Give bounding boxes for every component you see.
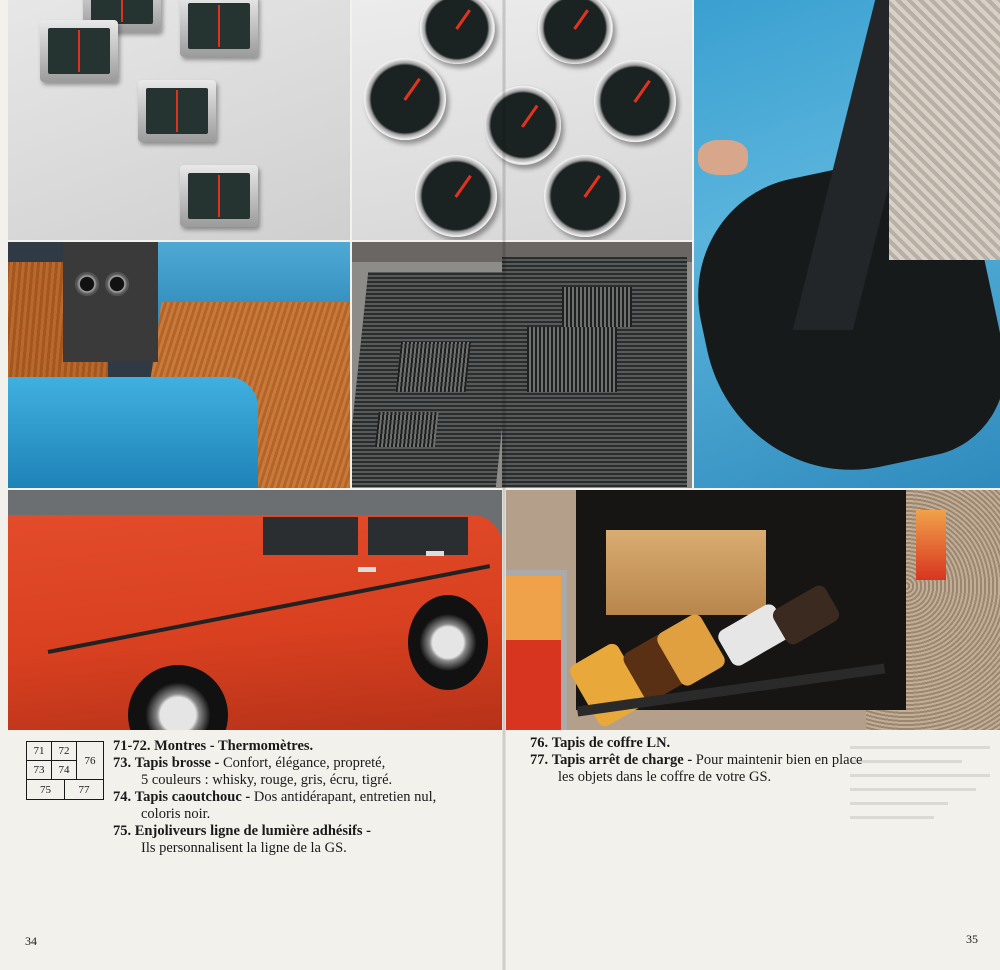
rubber-mat — [502, 257, 687, 487]
grid-cell: 73 — [27, 761, 52, 780]
round-gauge — [485, 85, 561, 165]
caption-number: 71-72. — [113, 738, 151, 754]
wheel — [408, 595, 488, 690]
hand — [698, 140, 748, 175]
photo-round-gauges — [352, 0, 692, 240]
caption-number: 76. — [530, 735, 549, 751]
blue-seat — [8, 377, 258, 488]
fur-lining — [889, 0, 1000, 260]
rectangular-gauge — [180, 165, 258, 227]
mat-pattern — [527, 327, 617, 392]
air-vent — [75, 272, 99, 296]
caption-item — [113, 789, 498, 823]
grid-cell: 77 — [78, 783, 90, 796]
air-vent — [105, 272, 129, 296]
caption-item — [113, 755, 498, 789]
round-gauge — [364, 58, 446, 140]
photo-brush-mat-interior — [8, 242, 350, 488]
caption-text: Ils personnalisent la ligne de la GS. — [141, 840, 347, 856]
photo-red-car-trim — [8, 490, 502, 730]
caption-number: 77. — [530, 752, 549, 768]
rectangular-gauge — [40, 20, 118, 82]
caption-number: 75. — [113, 823, 132, 839]
caption-text: coloris noir. — [141, 806, 211, 822]
grid-cell: 74 — [52, 761, 77, 780]
caption-title: Tapis brosse - — [134, 755, 220, 771]
car-window — [263, 517, 358, 555]
mat-pattern — [562, 287, 632, 327]
mat-pattern — [375, 412, 439, 447]
caption-number: 73. — [113, 755, 132, 771]
caption-text: Dos antidérapant, entretien nul, — [253, 789, 437, 805]
tail-light-left — [506, 570, 567, 730]
captions-left — [113, 738, 498, 857]
rubber-mat — [352, 272, 518, 487]
door-handle — [426, 551, 444, 556]
mat-pattern — [396, 342, 471, 392]
caption-title: Enjoliveurs ligne de lumière adhésifs - — [134, 823, 371, 839]
grid-cell: 71 — [27, 742, 52, 761]
show-through-text — [850, 735, 990, 865]
caption-item — [113, 823, 498, 857]
photo-index-grid — [26, 741, 104, 800]
center-console — [63, 242, 158, 362]
round-gauge — [594, 60, 676, 142]
page-number-left: 34 — [25, 934, 37, 948]
caption-title: Tapis de coffre LN. — [551, 735, 671, 751]
rectangular-gauge — [138, 80, 216, 142]
page-number-right: 35 — [966, 932, 978, 946]
caption-title: Tapis arrêt de charge - — [551, 752, 693, 768]
caption-item — [113, 738, 498, 755]
grid-cell: 75 — [27, 780, 65, 799]
caption-text: Confort, élégance, propreté, — [223, 755, 386, 771]
photo-rubber-mats — [352, 242, 692, 488]
caption-number: 74. — [113, 789, 132, 805]
page-gutter — [502, 0, 506, 970]
photo-boot-mat — [694, 0, 1000, 488]
round-gauge — [537, 0, 613, 64]
round-gauge — [415, 155, 497, 237]
round-gauge — [544, 155, 626, 237]
tail-light-right — [916, 510, 946, 580]
grid-cell: 76 — [77, 742, 103, 780]
caption-title: Tapis caoutchouc - — [134, 789, 251, 805]
caption-title: Montres - Thermomètres. — [154, 738, 314, 754]
potato-crate — [606, 530, 766, 615]
round-gauge — [419, 0, 495, 64]
caption-text: 5 couleurs : whisky, rouge, gris, écru, tigré. — [141, 772, 393, 788]
photo-rectangular-clocks — [8, 0, 350, 240]
grid-cell: 72 — [52, 742, 77, 761]
rectangular-gauge — [180, 0, 258, 57]
caption-text: les objets dans le coffre de votre GS. — [558, 769, 772, 785]
door-handle — [358, 567, 376, 572]
caption-text: Pour maintenir bien en place — [695, 752, 863, 768]
photo-load-stop-mat — [506, 490, 1000, 730]
car-window — [368, 517, 468, 555]
